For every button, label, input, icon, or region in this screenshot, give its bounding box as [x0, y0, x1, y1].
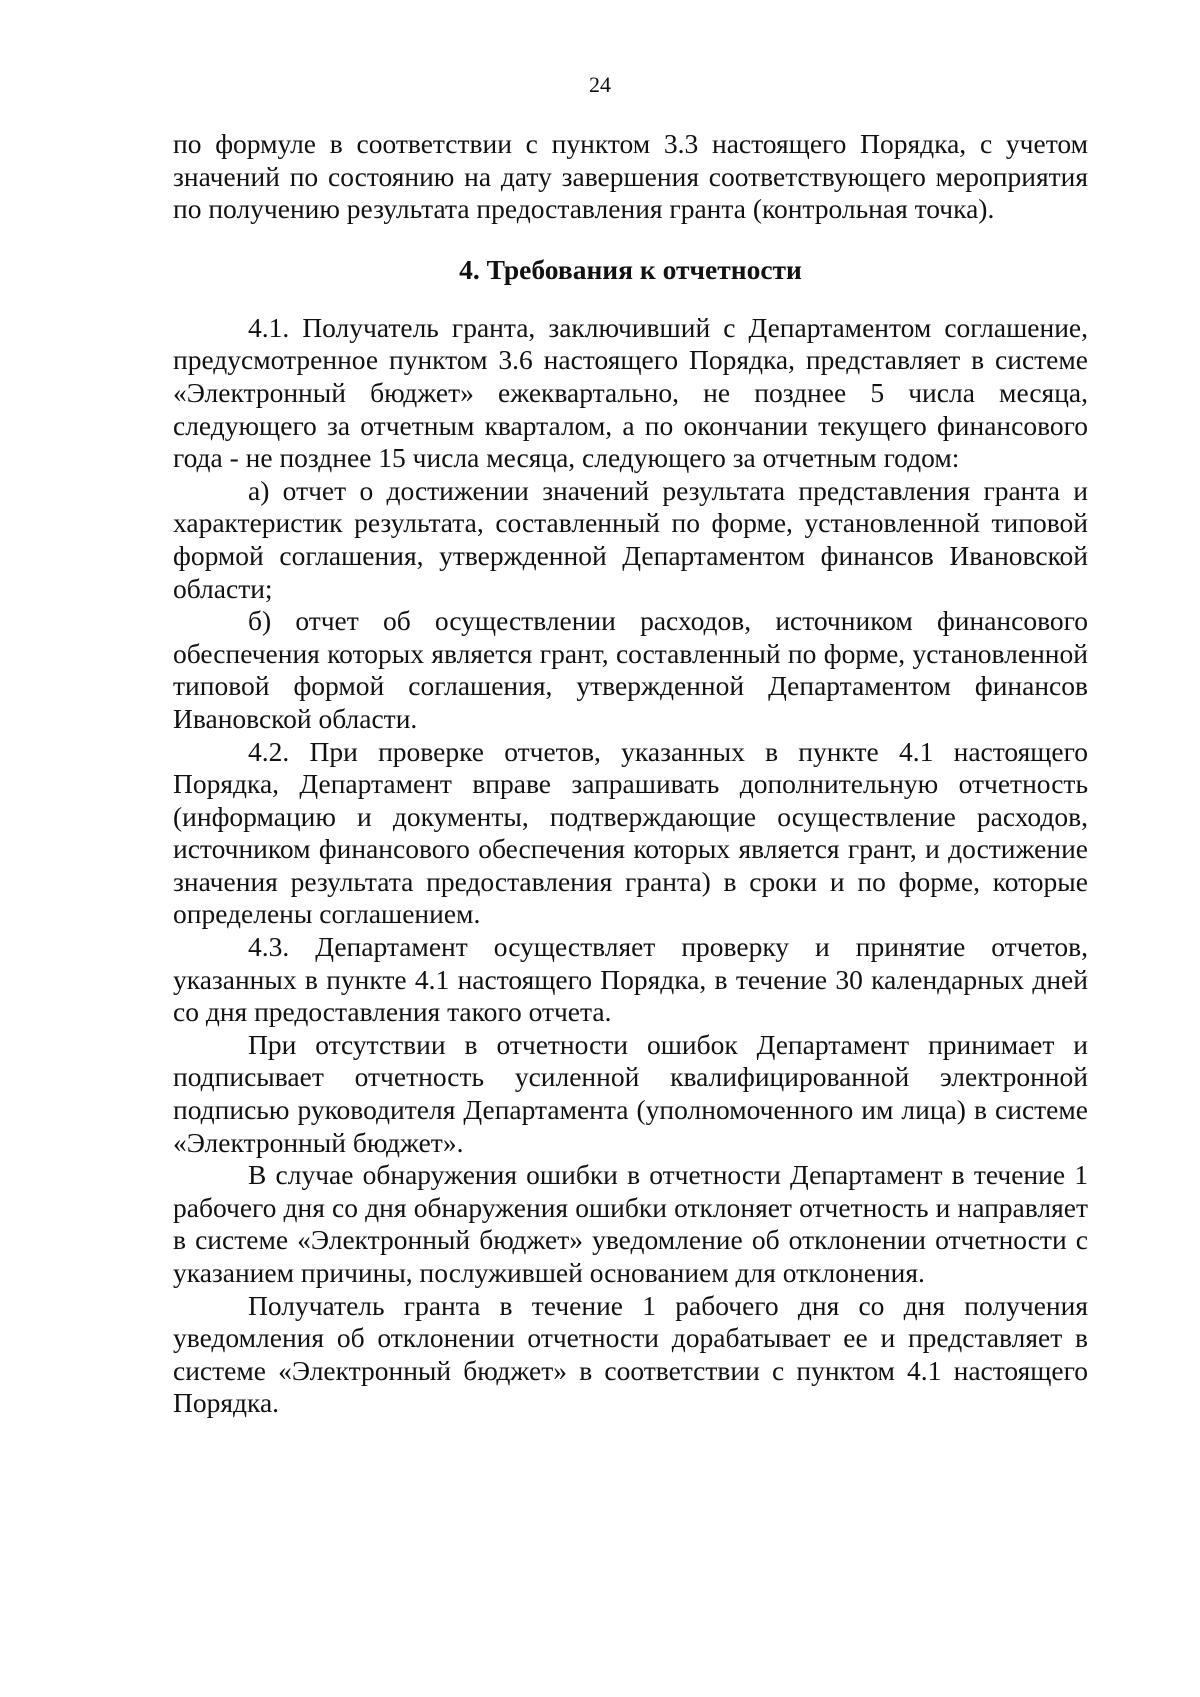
paragraph-acceptance: При отсутствии в отчетности ошибок Департамент принимает и подписывает отчетность усиленной квалифицированной электронной подписью руководителя Департамента (уполномоченного им лица) в системе «Электронный бюджет». [173, 1028, 1088, 1158]
paragraph-resubmission: Получатель гранта в течение 1 рабочего дня со дня получения уведомления об отклонении отчетности дорабатывает ее и представляет в системе «Электронный бюджет» в соответствии с пунктом 4.1 настоящего Порядка. [173, 1289, 1088, 1419]
paragraph-rejection: В случае обнаружения ошибки в отчетности Департамент в течение 1 рабочего дня со дня обнаружения ошибки отклоняет отчетность и направляет в системе «Электронный бюджет» уведомление об отклонении отчетности с указанием причины, послужившей основанием для отклонения. [173, 1159, 1088, 1288]
paragraph-4-1: 4.1. Получатель гранта, заключивший с Департаментом соглашение, предусмотренное пунктом 3.6 настоящего Порядка, представляет в системе «Электронный бюджет» ежеквартально, не позднее 5 числа месяца, следующего за отчетным кварталом, а по окончании текущего финансового года - не позднее 15 числа месяца, следующего за отчетным годом: [173, 311, 1088, 474]
intro-paragraph: по формуле в соответствии с пунктом 3.3 настоящего Порядка, с учетом значений по состоянию на дату завершения соответствующего мероприятия по получению результата предоставления гранта (контрольная точка). [173, 128, 1088, 225]
paragraph-subitem-b: б) отчет об осуществлении расходов, источником финансового обеспечения которых является грант, составленный по форме, установленной типовой формой соглашения, утвержденной Департаментом финансов Ивановской области. [173, 605, 1088, 734]
page-number: 24 [589, 72, 611, 97]
document-body [173, 128, 1088, 1420]
paragraph-subitem-a: а) отчет о достижении значений результата представления гранта и характеристик результата, составленный по форме, установленной типовой формой соглашения, утвержденной Департаментом финансов Ивановской области; [173, 474, 1088, 604]
section-heading: 4. Требования к отчетности [459, 253, 802, 285]
paragraph-4-2: 4.2. При проверке отчетов, указанных в пункте 4.1 настоящего Порядка, Департамент вправе запрашивать дополнительную отчетность (информацию и документы, подтверждающие осуществление расходов, источником финансового обеспечения которых является грант, и достижение значения результата предоставления гранта) в сроки и по форме, которые определены соглашением. [173, 735, 1088, 930]
paragraph-4-3: 4.3. Департамент осуществляет проверку и принятие отчетов, указанных в пункте 4.1 настоящего Порядка, в течение 30 календарных дней со дня предоставления такого отчета. [173, 931, 1088, 1028]
